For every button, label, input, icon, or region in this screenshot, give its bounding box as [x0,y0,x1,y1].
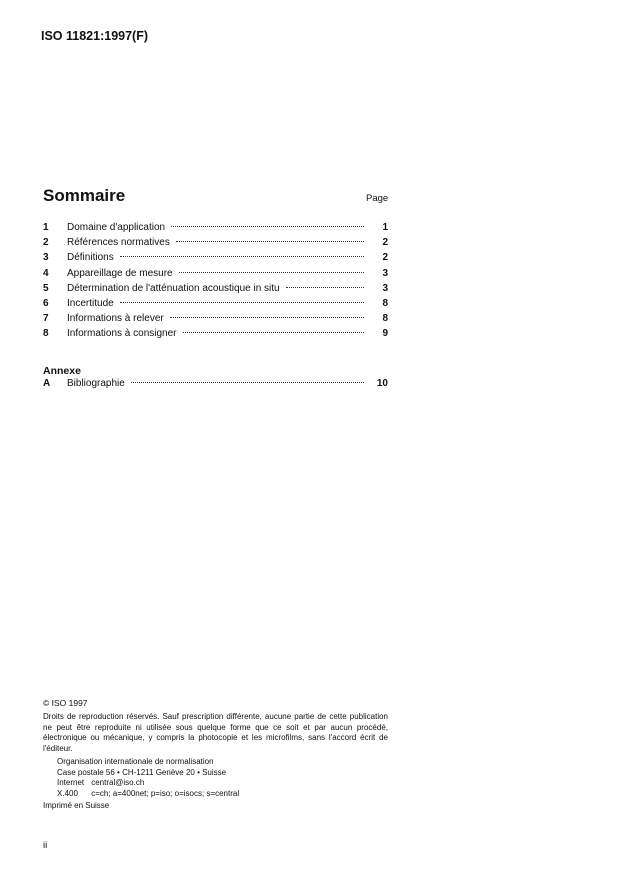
toc-entry-page: 8 [382,297,388,309]
toc-entry-label: Informations à consigner [67,328,177,340]
page-folio: ii [43,840,48,851]
document-id: ISO 11821:1997(F) [41,29,149,43]
toc-entry-page: 3 [382,267,388,279]
toc-entry[interactable] [43,328,388,343]
toc-entry-label: Bibliographie [67,378,125,389]
toc-entry-label: Incertitude [67,297,114,309]
toc-entry-label: Domaine d'application [67,222,166,233]
toc-entry-label: Informations à relever [67,313,164,325]
toc-entry-page: 1 [382,222,388,233]
toc-title: Sommaire [43,186,126,205]
publisher-address [57,757,239,799]
toc-entry-page: 8 [382,313,388,325]
dot-leader [171,226,364,227]
toc-entry-page: 2 [382,237,388,249]
toc-entry-label: Appareillage de mesure [67,267,173,279]
toc-entry-number: 2 [43,237,49,249]
page-column-label: Page [366,193,389,204]
copyright-text: Droits de reproduction réservés. Sauf prescription différente, aucune partie de cette publication ne peut être reproduite ni utilisée sous quelque forme que ce soit et par aucun procédé, électronique ou mécanique, y compris la photocopie et les microfilms, sans l'accord écrit de l'éditeur. [43,712,388,753]
internet-line [57,778,239,789]
toc-entry[interactable] [43,378,388,393]
toc-entry-number: 7 [43,313,49,325]
dot-leader [183,332,364,333]
toc-entry-label: Références normatives [67,237,170,249]
x400-line [57,789,239,800]
x400-value: c=ch; a=400net; p=iso; o=isocs; s=central [91,788,240,798]
postal-address: Case postale 56 • CH-1211 Genève 20 • Suisse [57,767,227,777]
printed-in: Imprimé en Suisse [43,801,110,810]
dot-leader [286,287,364,288]
annex-contents [43,378,388,393]
toc-entry-number: 5 [43,282,49,294]
dot-leader [179,272,364,273]
toc-entry[interactable] [43,222,388,237]
toc-entry-number: 4 [43,267,49,279]
toc-entry[interactable] [43,268,388,283]
toc-entry-page: 3 [382,282,388,294]
toc-entry[interactable] [43,237,388,252]
toc-entry[interactable] [43,283,388,298]
toc-entry-number: 3 [43,252,49,264]
x400-label: X.400 [57,788,78,798]
dot-leader [176,241,364,242]
internet-value: central@iso.ch [91,778,145,788]
toc-entry[interactable] [43,252,388,267]
toc-entry-label: Définitions [67,252,114,264]
annex-heading: Annexe [43,365,81,377]
toc-entry-page: 9 [382,328,388,340]
toc-entry-number: 6 [43,297,49,309]
organisation-name: Organisation internationale de normalisation [57,757,214,766]
internet-label: Internet [57,778,85,788]
dot-leader [131,382,364,383]
toc-entry-page: 10 [376,378,388,389]
toc-entry-number: A [43,378,51,389]
table-of-contents [43,222,388,344]
toc-entry[interactable] [43,313,388,328]
toc-entry-number: 1 [43,222,49,233]
toc-entry-page: 2 [382,252,388,264]
dot-leader [120,302,364,303]
toc-entry-label: Détermination de l'atténuation acoustique in situ [67,282,280,294]
toc-entry[interactable] [43,298,388,313]
copyright-notice: © ISO 1997 [43,698,88,708]
toc-entry-number: 8 [43,328,49,340]
dot-leader [170,317,364,318]
dot-leader [120,256,364,257]
